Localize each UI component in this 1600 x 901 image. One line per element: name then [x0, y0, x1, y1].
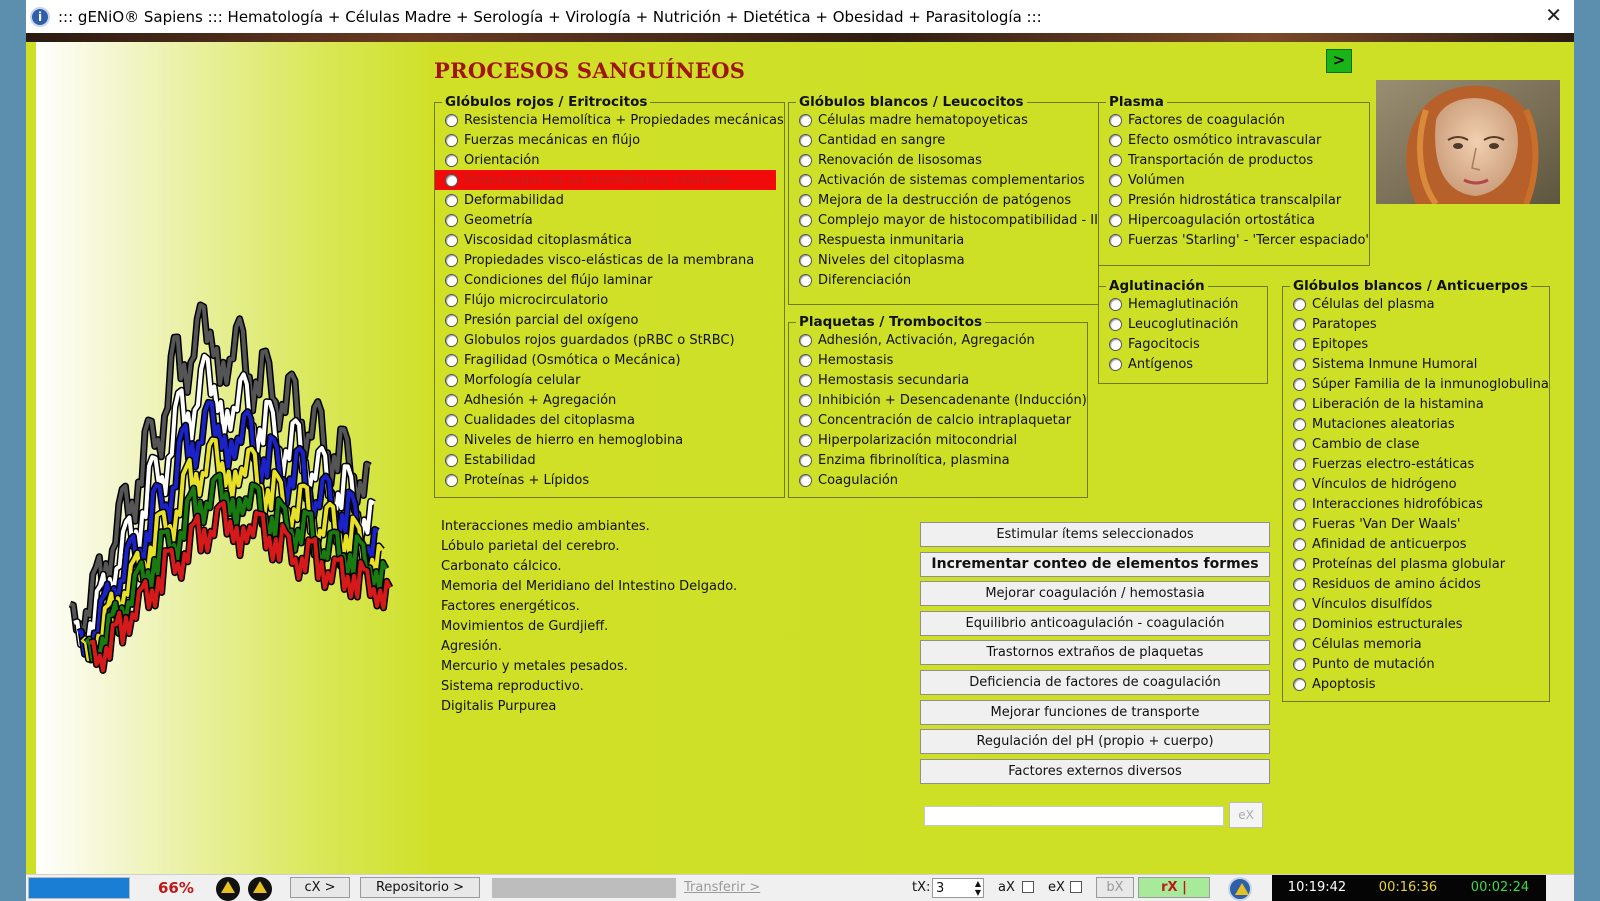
radio-label: Hemaglutinación — [1128, 296, 1239, 312]
radio-option[interactable] — [435, 230, 784, 250]
portrait-image — [1376, 80, 1560, 204]
radio-button[interactable] — [445, 414, 458, 427]
radio-button[interactable] — [1293, 398, 1306, 411]
radio-option[interactable] — [435, 390, 784, 410]
radio-option[interactable] — [435, 310, 784, 330]
radio-option[interactable] — [789, 110, 1098, 130]
note-item: Carbonato cálcico. — [441, 559, 562, 574]
action-button[interactable]: Mejorar funciones de transporte — [920, 700, 1270, 725]
radio-label: Células madre hematopoyeticas — [818, 112, 1028, 128]
radio-button[interactable] — [799, 214, 812, 227]
radio-button[interactable] — [1293, 298, 1306, 311]
radio-label: Paratopes — [1312, 316, 1377, 332]
radio-option[interactable] — [1099, 334, 1267, 354]
ex-text-input[interactable] — [924, 806, 1224, 826]
radio-button[interactable] — [799, 394, 812, 407]
radio-label: Estabilidad — [464, 452, 536, 468]
rx-button[interactable]: rX | — [1138, 877, 1210, 898]
radio-option[interactable] — [435, 370, 784, 390]
radio-button[interactable] — [1109, 174, 1122, 187]
radio-button[interactable] — [1109, 114, 1122, 127]
radio-option[interactable] — [789, 230, 1098, 250]
radio-button[interactable] — [799, 174, 812, 187]
radio-label: Dominios estructurales — [1312, 616, 1463, 632]
note-item: Digitalis Purpurea — [441, 699, 557, 714]
radio-option[interactable] — [1283, 594, 1549, 614]
radio-label: Fuerzas electro-estáticas — [1312, 456, 1475, 472]
transfer-link[interactable]: Transferir > — [684, 880, 761, 895]
radio-option[interactable] — [1099, 170, 1369, 190]
note-item: Agresión. — [441, 639, 502, 654]
radio-label: Punto de mutación — [1312, 656, 1435, 672]
tx-spinner[interactable] — [932, 878, 984, 898]
action-button[interactable]: Deficiencia de factores de coagulación — [920, 670, 1270, 695]
window-title: ::: gENiO® Sapiens ::: Hematología + Células Madre + Serología + Virología + Nutrición + Dietética + Obesidad + Parasitología ::: — [58, 7, 1042, 26]
radio-label: Proteínas del plasma globular — [1312, 556, 1506, 572]
decorative-strip — [26, 33, 1574, 42]
radio-label: Cantidad en sangre — [818, 132, 946, 148]
action-button[interactable]: Trastornos extraños de plaquetas — [920, 640, 1270, 665]
radio-label: Activación de sistemas complementarios — [818, 172, 1085, 188]
radio-label: Apoptosis — [1312, 676, 1376, 692]
note-item: Memoria del Meridiano del Intestino Delgado. — [441, 579, 738, 594]
main-panel — [26, 42, 1574, 874]
ax-checkbox[interactable] — [1022, 881, 1034, 893]
radio-button[interactable] — [1293, 658, 1306, 671]
radio-button[interactable] — [445, 134, 458, 147]
radio-label: Propiedades de las membranas celulares — [464, 172, 732, 188]
radio-option[interactable] — [789, 130, 1098, 150]
action-button[interactable]: Incrementar conteo de elementos formes — [920, 552, 1270, 577]
radio-label: Respuesta inmunitaria — [818, 232, 965, 248]
radio-option[interactable] — [1283, 434, 1549, 454]
radio-option[interactable] — [789, 370, 1087, 390]
radio-button[interactable] — [1293, 498, 1306, 511]
radio-option[interactable] — [1283, 454, 1549, 474]
radio-label: Interacciones hidrofóbicas — [1312, 496, 1483, 512]
radio-option[interactable] — [1283, 494, 1549, 514]
warning-up-icon[interactable] — [216, 877, 240, 901]
radio-label: Mutaciones aleatorias — [1312, 416, 1455, 432]
radio-button[interactable] — [445, 354, 458, 367]
radio-button[interactable] — [1109, 234, 1122, 247]
radio-label: Epitopes — [1312, 336, 1369, 352]
group-legend: Glóbulos blancos / Anticuerpos — [1293, 278, 1529, 294]
radio-label: Niveles de hierro en hemoglobina — [464, 432, 684, 448]
radio-button[interactable] — [445, 194, 458, 207]
radio-label: Volúmen — [1128, 172, 1185, 188]
radio-label: Fagocitocis — [1128, 336, 1200, 352]
clock-time: 10:19:42 — [1272, 875, 1362, 901]
radio-button[interactable] — [445, 314, 458, 327]
next-button[interactable]: > — [1326, 49, 1352, 73]
radio-label: Mejora de la destrucción de patógenos — [818, 192, 1072, 208]
radio-option[interactable] — [1283, 534, 1549, 554]
radio-button[interactable] — [799, 234, 812, 247]
radio-option[interactable] — [789, 170, 1098, 190]
info-icon[interactable] — [1228, 877, 1252, 901]
radio-button[interactable] — [799, 274, 812, 287]
radio-label: Resistencia Hemolítica + Propiedades mecánicas — [464, 112, 784, 128]
ax-label: aX — [998, 880, 1015, 895]
radio-label: Deformabilidad — [464, 192, 564, 208]
radio-option[interactable] — [789, 350, 1087, 370]
radio-label: Condiciones del flújo laminar — [464, 272, 653, 288]
radio-label: Efecto osmótico intravascular — [1128, 132, 1322, 148]
radio-button[interactable] — [1109, 214, 1122, 227]
radio-button[interactable] — [1293, 418, 1306, 431]
radio-label: Renovación de lisosomas — [818, 152, 982, 168]
radio-button[interactable] — [1109, 338, 1122, 351]
radio-label: Vínculos de hidrógeno — [1312, 476, 1457, 492]
radio-option[interactable] — [1283, 474, 1549, 494]
radio-label: Liberación de la histamina — [1312, 396, 1484, 412]
radio-option[interactable] — [1283, 614, 1549, 634]
radio-option[interactable] — [1099, 130, 1369, 150]
radio-label: Viscosidad citoplasmática — [464, 232, 632, 248]
remaining-time: 00:02:24 — [1454, 875, 1546, 901]
radio-button[interactable] — [1109, 358, 1122, 371]
app-window — [26, 0, 1574, 900]
radio-option[interactable] — [435, 170, 776, 190]
status-bar — [26, 874, 1574, 901]
group-globulos-rojos — [434, 94, 785, 498]
radio-option[interactable] — [1283, 654, 1549, 674]
app-logo-icon: i — [30, 7, 50, 27]
radio-option[interactable] — [789, 190, 1098, 210]
radio-label: Residuos de amino ácidos — [1312, 576, 1481, 592]
radio-label: Globulos rojos guardados (pRBC o StRBC) — [464, 332, 735, 348]
radio-button[interactable] — [1293, 598, 1306, 611]
radio-button[interactable] — [1293, 338, 1306, 351]
radio-label: Cualidades del citoplasma — [464, 412, 635, 428]
radio-button[interactable] — [1293, 538, 1306, 551]
action-button[interactable]: Equilibrio anticoagulación - coagulación — [920, 611, 1270, 636]
radio-label: Coagulación — [818, 472, 899, 488]
radio-label: Células memoria — [1312, 636, 1422, 652]
radio-button[interactable] — [1293, 318, 1306, 331]
radio-option[interactable] — [1099, 190, 1369, 210]
radio-option[interactable] — [435, 190, 784, 210]
radio-button[interactable] — [799, 334, 812, 347]
radio-option[interactable] — [789, 430, 1087, 450]
radio-option[interactable] — [1283, 394, 1549, 414]
radio-button[interactable] — [1109, 154, 1122, 167]
radio-button[interactable] — [445, 474, 458, 487]
radio-label: Hemostasis — [818, 352, 894, 368]
radio-button[interactable] — [799, 194, 812, 207]
cx-button[interactable]: cX > — [290, 877, 350, 898]
radio-label: Geometría — [464, 212, 533, 228]
radio-option[interactable] — [1099, 354, 1267, 374]
radio-option[interactable] — [789, 270, 1098, 290]
radio-label: Células del plasma — [1312, 296, 1435, 312]
radio-button[interactable] — [799, 114, 812, 127]
group-aglutinacion — [1098, 278, 1268, 384]
radio-option[interactable] — [1099, 110, 1369, 130]
radio-option[interactable] — [1283, 374, 1549, 394]
radio-label: Inhibición + Desencadenante (Inducción) — [818, 392, 1087, 408]
group-plasma — [1098, 94, 1370, 266]
radio-option[interactable] — [1283, 294, 1549, 314]
radio-label: Afinidad de anticuerpos — [1312, 536, 1467, 552]
radio-option[interactable] — [1099, 230, 1369, 250]
radio-label: Vínculos disulfídos — [1312, 596, 1433, 612]
radio-option[interactable] — [1283, 514, 1549, 534]
radio-button[interactable] — [1109, 194, 1122, 207]
radio-label: Factores de coagulación — [1128, 112, 1285, 128]
radio-label: Hipercoagulación ortostática — [1128, 212, 1315, 228]
group-legend: Plaquetas / Trombocitos — [799, 314, 983, 330]
close-icon[interactable]: ✕ — [1545, 3, 1562, 27]
note-item: Sistema reproductivo. — [441, 679, 584, 694]
radio-option[interactable] — [435, 130, 784, 150]
radio-label: Hemostasis secundaria — [818, 372, 970, 388]
warning-up-icon[interactable] — [248, 877, 272, 901]
radio-button[interactable] — [445, 154, 458, 167]
radio-button[interactable] — [445, 174, 458, 187]
group-leucocitos — [788, 94, 1099, 305]
group-legend: Aglutinación — [1109, 278, 1205, 294]
percent-label: 66% — [158, 879, 194, 897]
radio-button[interactable] — [1293, 518, 1306, 531]
radio-label: Morfología celular — [464, 372, 581, 388]
radio-button[interactable] — [1293, 558, 1306, 571]
radio-button[interactable] — [799, 434, 812, 447]
radio-button[interactable] — [799, 374, 812, 387]
group-anticuerpos — [1282, 278, 1550, 702]
radio-option[interactable] — [435, 450, 784, 470]
note-item: Interacciones medio ambiantes. — [441, 519, 650, 534]
radio-label: Complejo mayor de histocompatibilidad - II — [818, 212, 1098, 228]
radio-button[interactable] — [1293, 358, 1306, 371]
radio-option[interactable] — [435, 430, 784, 450]
radio-option[interactable] — [789, 390, 1087, 410]
bx-button[interactable]: bX — [1096, 877, 1134, 898]
radio-option[interactable] — [435, 250, 784, 270]
notes-list — [441, 517, 737, 717]
radio-option[interactable] — [435, 110, 784, 130]
spinner-arrows-icon[interactable]: ▲ ▼ — [974, 879, 981, 897]
radio-option[interactable] — [789, 410, 1087, 430]
radio-button[interactable] — [445, 434, 458, 447]
radio-button[interactable] — [1109, 298, 1122, 311]
radio-label: Orientación — [464, 152, 540, 168]
radio-button[interactable] — [1293, 678, 1306, 691]
radio-label: Flújo microcirculatorio — [464, 292, 609, 308]
radio-button[interactable] — [445, 374, 458, 387]
action-button[interactable]: Estimular ítems seleccionados — [920, 522, 1270, 547]
radio-option[interactable] — [1283, 354, 1549, 374]
page-title: PROCESOS SANGUÍNEOS — [434, 58, 746, 83]
ex-checkbox[interactable] — [1070, 881, 1082, 893]
radio-option[interactable] — [435, 470, 784, 490]
radio-label: Transportación de productos — [1128, 152, 1314, 168]
radio-label: Leucoglutinación — [1128, 316, 1239, 332]
radio-label: Adhesión, Activación, Agregación — [818, 332, 1035, 348]
radio-button[interactable] — [445, 114, 458, 127]
radio-button[interactable] — [445, 454, 458, 467]
radio-button[interactable] — [1293, 478, 1306, 491]
radio-option[interactable] — [1099, 210, 1369, 230]
tx-label: tX: — [912, 880, 931, 895]
radio-button[interactable] — [1293, 638, 1306, 651]
action-button[interactable]: Mejorar coagulación / hemostasia — [920, 581, 1270, 606]
radio-button[interactable] — [799, 254, 812, 267]
radio-label: Fragilidad (Osmótica o Mecánica) — [464, 352, 681, 368]
radio-label: Fuerzas mecánicas en flújo — [464, 132, 641, 148]
repositorio-button[interactable]: Repositorio > — [360, 877, 480, 898]
radio-option[interactable] — [435, 270, 784, 290]
radio-option[interactable] — [789, 330, 1087, 350]
radio-button[interactable] — [799, 154, 812, 167]
elapsed-time: 00:16:36 — [1362, 875, 1454, 901]
radio-label: Concentración de calcio intraplaquetar — [818, 412, 1072, 428]
tx-value: 3 — [936, 881, 945, 896]
radio-option[interactable] — [435, 210, 784, 230]
radio-button[interactable] — [1293, 438, 1306, 451]
radio-label: Proteínas + Lípidos — [464, 472, 590, 488]
radio-option[interactable] — [789, 470, 1087, 490]
radio-button[interactable] — [799, 354, 812, 367]
radio-option[interactable] — [1283, 554, 1549, 574]
radio-option[interactable] — [1283, 334, 1549, 354]
transfer-progress — [492, 878, 676, 898]
radio-option[interactable] — [1099, 294, 1267, 314]
radio-option[interactable] — [435, 410, 784, 430]
group-plaquetas — [788, 314, 1088, 498]
ex-status-label: eX — [1048, 880, 1065, 895]
radio-button[interactable] — [1293, 378, 1306, 391]
radio-option[interactable] — [435, 150, 784, 170]
radio-option[interactable] — [1283, 634, 1549, 654]
radio-label: Niveles del citoplasma — [818, 252, 965, 268]
radio-label: Antígenos — [1128, 356, 1194, 372]
radio-button[interactable] — [445, 294, 458, 307]
wave-chart — [56, 182, 416, 802]
note-item: Mercurio y metales pesados. — [441, 659, 628, 674]
radio-option[interactable] — [435, 330, 784, 350]
action-button[interactable]: Factores externos diversos — [920, 759, 1270, 784]
ex-button[interactable]: eX — [1229, 802, 1263, 828]
radio-button[interactable] — [1109, 134, 1122, 147]
radio-label: Hiperpolarización mitocondrial — [818, 432, 1018, 448]
radio-option[interactable] — [1283, 314, 1549, 334]
radio-label: Adhesión + Agregación — [464, 392, 617, 408]
note-item: Factores energéticos. — [441, 599, 580, 614]
radio-option[interactable] — [1099, 314, 1267, 334]
radio-button[interactable] — [445, 334, 458, 347]
radio-option[interactable] — [1283, 674, 1549, 694]
radio-option[interactable] — [1283, 574, 1549, 594]
progress-bar — [28, 877, 130, 899]
radio-label: Presión hidrostática transcalpilar — [1128, 192, 1342, 208]
radio-button[interactable] — [445, 394, 458, 407]
group-legend: Glóbulos rojos / Eritrocitos — [445, 94, 648, 110]
radio-button[interactable] — [445, 234, 458, 247]
radio-button[interactable] — [1293, 458, 1306, 471]
radio-button[interactable] — [1109, 318, 1122, 331]
radio-label: Cambio de clase — [1312, 436, 1420, 452]
radio-label: Enzima fibrinolítica, plasmina — [818, 452, 1010, 468]
radio-label: Súper Familia de la inmunoglobulina — [1312, 376, 1549, 392]
radio-option[interactable] — [435, 350, 784, 370]
radio-label: Sistema Inmune Humoral — [1312, 356, 1478, 372]
radio-option[interactable] — [1283, 414, 1549, 434]
group-legend: Plasma — [1109, 94, 1164, 110]
radio-option[interactable] — [1099, 150, 1369, 170]
radio-option[interactable] — [789, 150, 1098, 170]
progress-fill — [29, 878, 129, 898]
radio-label: Presión parcial del oxígeno — [464, 312, 639, 328]
radio-label: Diferenciación — [818, 272, 912, 288]
radio-button[interactable] — [445, 254, 458, 267]
radio-option[interactable] — [789, 450, 1087, 470]
radio-label: Fueras 'Van Der Waals' — [1312, 516, 1461, 532]
radio-button[interactable] — [1293, 578, 1306, 591]
action-button[interactable]: Regulación del pH (propio + cuerpo) — [920, 729, 1270, 754]
radio-button[interactable] — [799, 414, 812, 427]
radio-button[interactable] — [445, 214, 458, 227]
radio-option[interactable] — [435, 290, 784, 310]
radio-button[interactable] — [1293, 618, 1306, 631]
radio-label: Propiedades visco-elásticas de la membrana — [464, 252, 755, 268]
group-legend: Glóbulos blancos / Leucocitos — [799, 94, 1024, 110]
radio-option[interactable] — [789, 210, 1098, 230]
radio-button[interactable] — [799, 474, 812, 487]
note-item: Lóbulo parietal del cerebro. — [441, 539, 620, 554]
radio-button[interactable] — [799, 134, 812, 147]
radio-option[interactable] — [789, 250, 1098, 270]
note-item: Movimientos de Gurdjieff. — [441, 619, 609, 634]
radio-button[interactable] — [799, 454, 812, 467]
radio-button[interactable] — [445, 274, 458, 287]
radio-label: Fuerzas 'Starling' - 'Tercer espaciado' — [1128, 232, 1370, 248]
title-bar — [26, 0, 1574, 33]
